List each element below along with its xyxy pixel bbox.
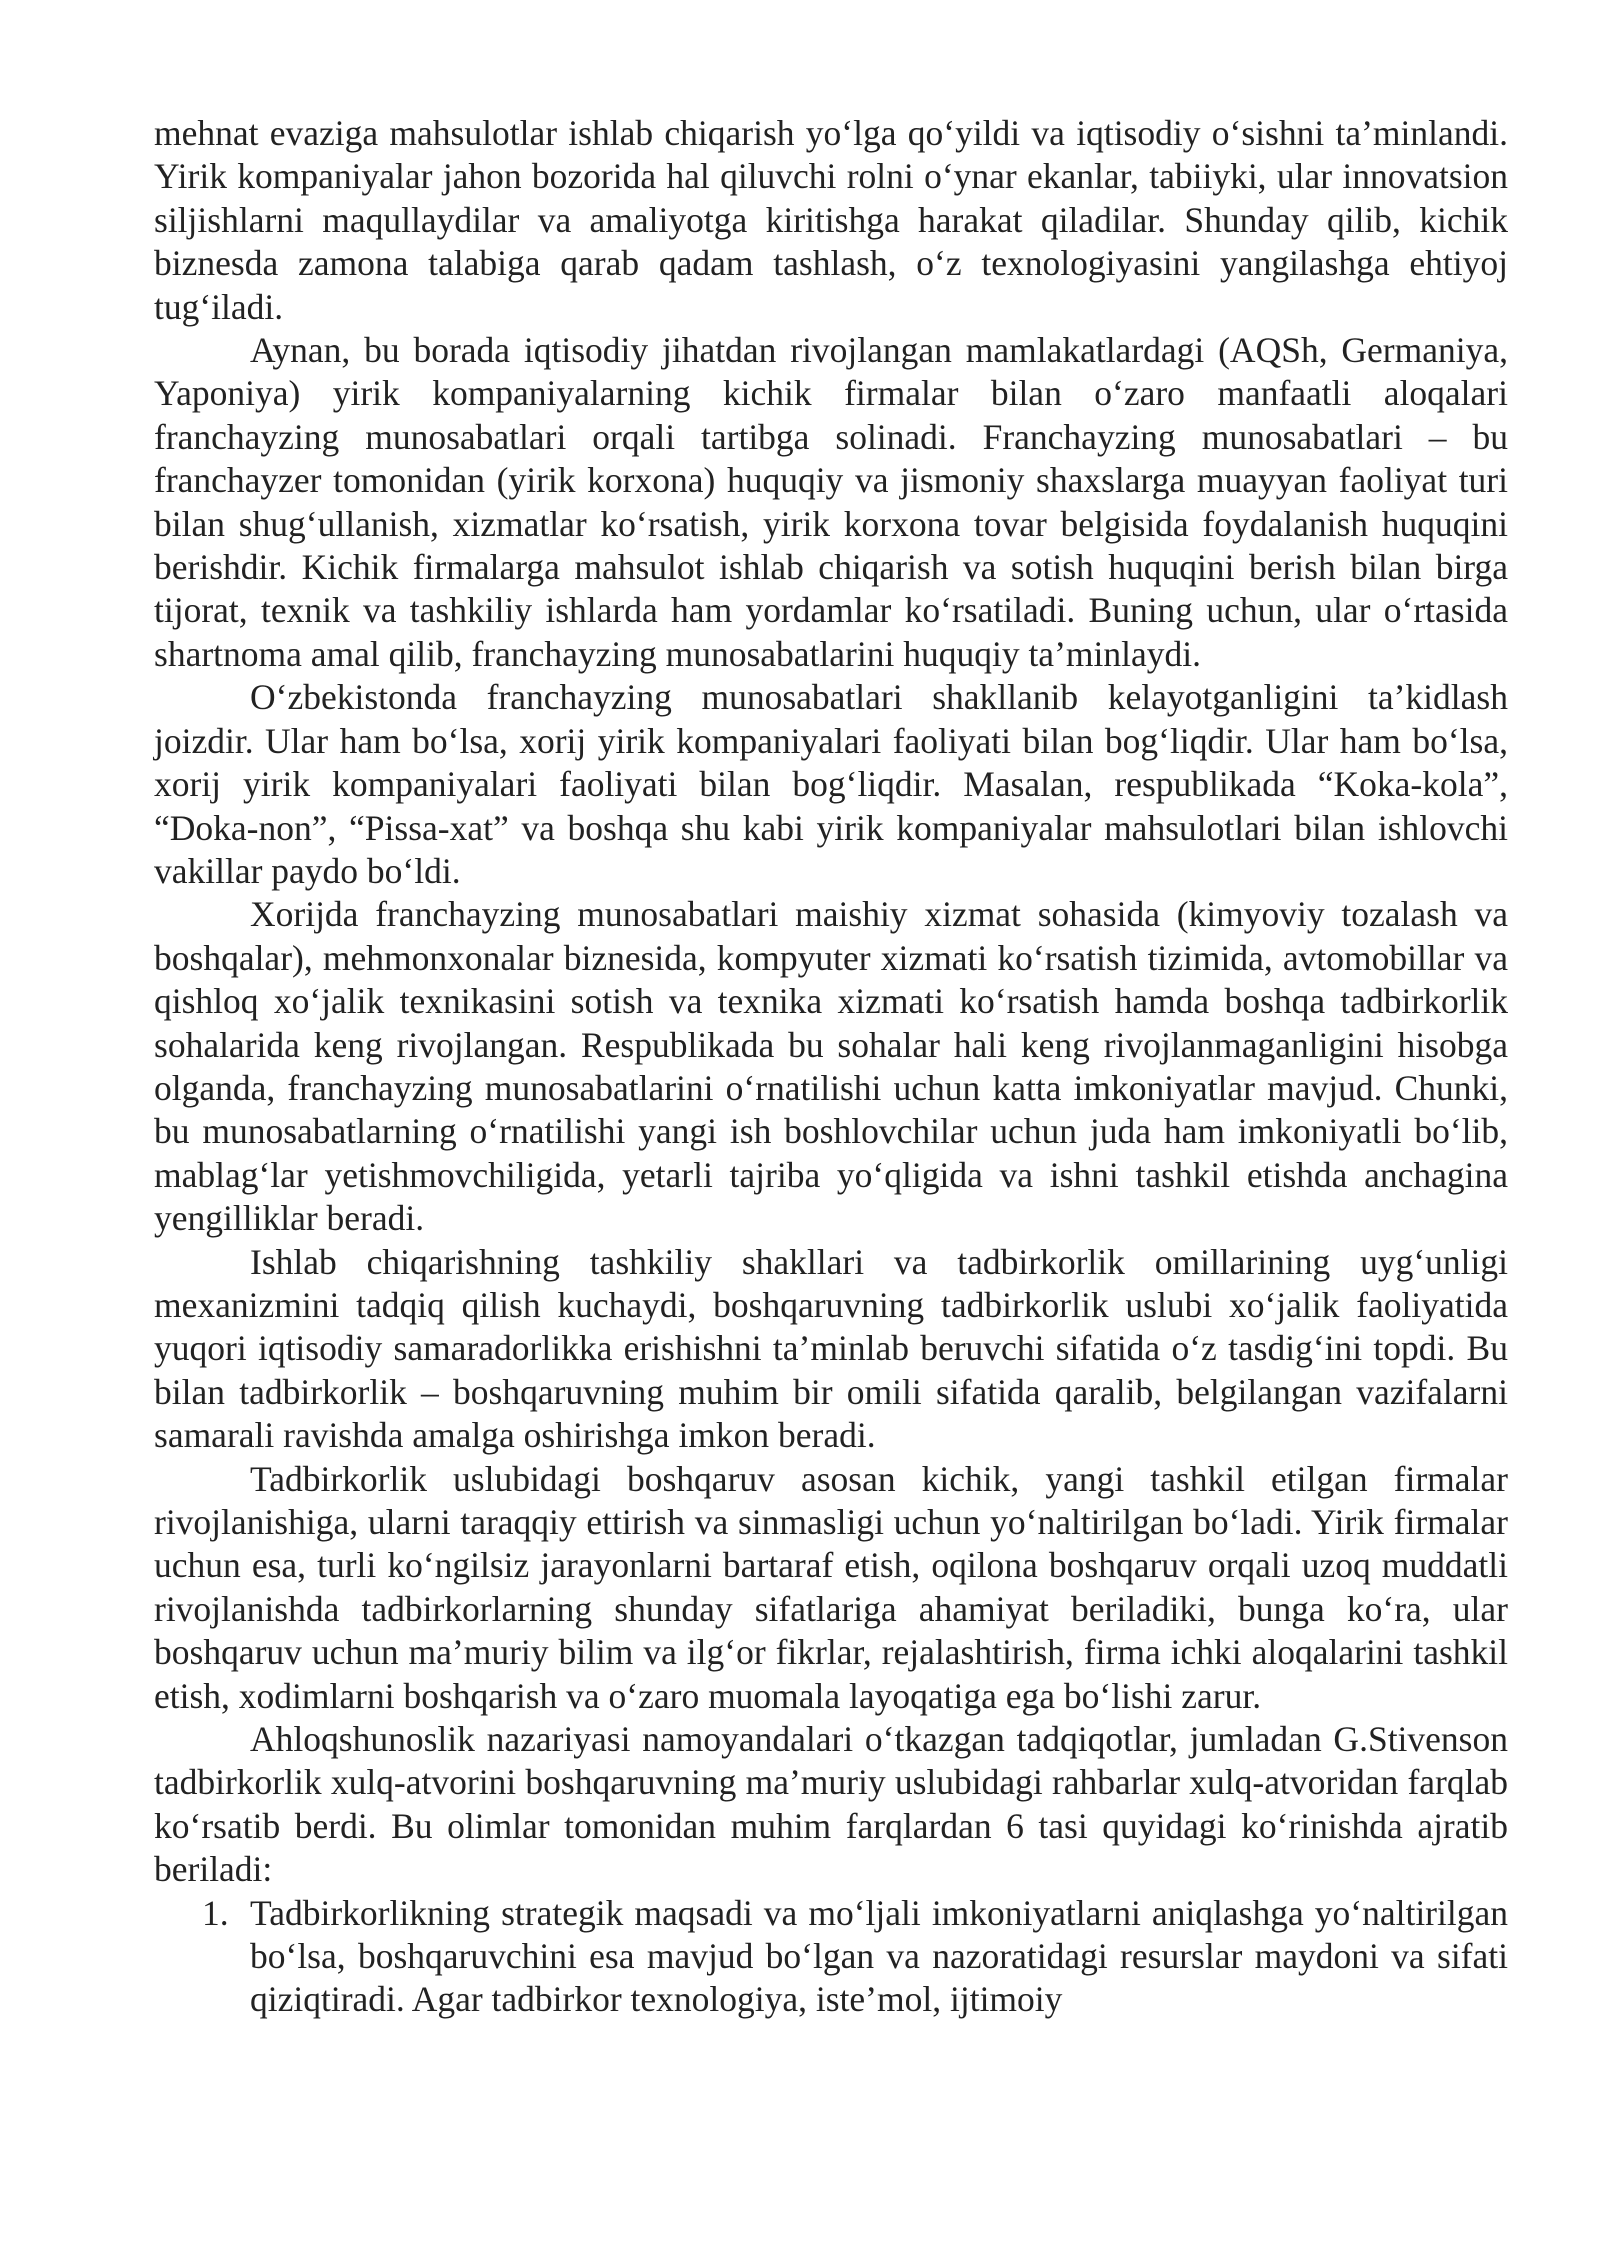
paragraph-3: O‘zbekistonda franchayzing munosabatlari shakllanib kelayotganligini ta’kidlash joizdir. Ular ham bo‘lsa, xorij yirik kompaniyalari faoliyati bilan bog‘liqdir. Ular ham bo‘lsa, xorij yirik kompaniyalari faoliyati bilan bog‘liqdir. Masalan, respublikada “Koka-kola”, “Doka-non”, “Pissa-xat” va boshqa shu kabi yirik kompaniyalar mahsulotlari bilan ishlovchi vakillar paydo bo‘ldi. [154, 677, 1508, 891]
paragraph-6: Tadbirkorlik uslubidagi boshqaruv asosan kichik, yangi tashkil etilgan firmalar rivojlanishiga, ularni taraqqiy ettirish va sinmasligi uchun yo‘naltirilgan bo‘ladi. Yirik firmalar uchun esa, turli ko‘ngilsiz jarayonlarni bartaraf etish, oqilona boshqaruv orqali uzoq muddatli rivojlanishda tadbirkorlarning shunday sifatlariga ahamiyat beriladiki, bunga ko‘ra, ular boshqaruv uchun ma’muriy bilim va ilg‘or fikrlar, rejalashtirish, firma ichki aloqalarini tashkil etish, xodimlarni boshqarish va o‘zaro muomala layoqatiga ega bo‘lishi zarur. [154, 1458, 1508, 1716]
paragraph-4: Xorijda franchayzing munosabatlari maishiy xizmat sohasida (kimyoviy tozalash va boshqalar), mehmonxonalar biznesida, kompyuter xizmati ko‘rsatish tizimida, avtomobillar va qishloq xo‘jalik texnikasini sotish va texnika xizmati ko‘rsatish hamda boshqa tadbirkorlik sohalarida keng rivojlangan. Respublikada bu sohalar hali keng rivojlanmaganligini hisobga olganda, franchayzing munosabatlarini o‘rnatilishi uchun katta imkoniyatlar mavjud. Chunki, bu munosabatlarning o‘rnatilishi yangi ish boshlovchilar uchun juda ham imkoniyatli bo‘lib, mablag‘lar yetishmovchiligida, yetarli tajriba yo‘qligida va ishni tashkil etishda anchagina yengilliklar beradi. [154, 894, 1508, 1239]
list-item [154, 1892, 1508, 2022]
list-item-number: 1. [202, 1892, 229, 1933]
paragraph-7: Ahloqshunoslik nazariyasi namoyandalari o‘tkazgan tadqiqotlar, jumladan G.Stivenson tadbirkorlik xulq-atvorini boshqaruvning ma’muriy uslubidagi rahbarlar xulq-atvoridan farqlab ko‘rsatib berdi. Bu olimlar tomonidan muhim farqlardan 6 tasi quyidagi ko‘rinishda ajratib beriladi: [154, 1719, 1508, 1890]
numbered-list [154, 1892, 1508, 2022]
document-page [154, 112, 1508, 2022]
paragraph-1: mehnat evaziga mahsulotlar ishlab chiqarish yo‘lga qo‘yildi va iqtisodiy o‘sishni ta’minlandi. Yirik kompaniyalar jahon bozorida hal qiluvchi rolni o‘ynar ekanlar, tabiiyki, ular innovatsion siljishlarni maqullaydilar va amaliyotga kiritishga harakat qiladilar. Shunday qilib, kichik biznesda zamona talabiga qarab qadam tashlash, o‘z texnologiyasini yangilashga ehtiyoj tug‘iladi. [154, 113, 1508, 327]
paragraph-5: Ishlab chiqarishning tashkiliy shakllari va tadbirkorlik omillarining uyg‘unligi mexanizmini tadqiq qilish kuchaydi, boshqaruvning tadbirkorlik uslubi xo‘jalik faoliyatida yuqori iqtisodiy samaradorlikka erishishni ta’minlab beruvchi sifatida o‘z tasdig‘ini topdi. Bu bilan tadbirkorlik – boshqaruvning muhim bir omili sifatida qaralib, belgilangan vazifalarni samarali ravishda amalga oshirishga imkon beradi. [154, 1241, 1508, 1456]
paragraph-2: Aynan, bu borada iqtisodiy jihatdan rivojlangan mamlakatlardagi (AQSh, Germaniya, Yaponiya) yirik kompaniyalarning kichik firmalar bilan o‘zaro manfaatli aloqalari franchayzing munosabatlari orqali tartibga solinadi. Franchayzing munosabatlari – bu franchayzer tomonidan (yirik korxona) huquqiy va jismoniy shaxslarga muayyan faoliyat turi bilan shug‘ullanish, xizmatlar ko‘rsatish, yirik korxona tovar belgisida foydalanish huquqini berishdir. Kichik firmalarga mahsulot ishlab chiqarish va sotish huquqini berish bilan birga tijorat, texnik va tashkiliy ishlarda ham yordamlar ko‘rsatiladi. Buning uchun, ular o‘rtasida shartnoma amal qilib, franchayzing munosabatlarini huquqiy ta’minlaydi. [154, 330, 1508, 674]
list-item-text: Tadbirkorlikning strategik maqsadi va mo‘ljali imkoniyatlarni aniqlashga yo‘naltirilgan bo‘lsa, boshqaruvchini esa mavjud bo‘lgan va nazoratidagi resurslar maydoni va sifati qiziqtiradi. Agar tadbirkor texnologiya, iste’mol, ijtimoiy [250, 1892, 1508, 2020]
